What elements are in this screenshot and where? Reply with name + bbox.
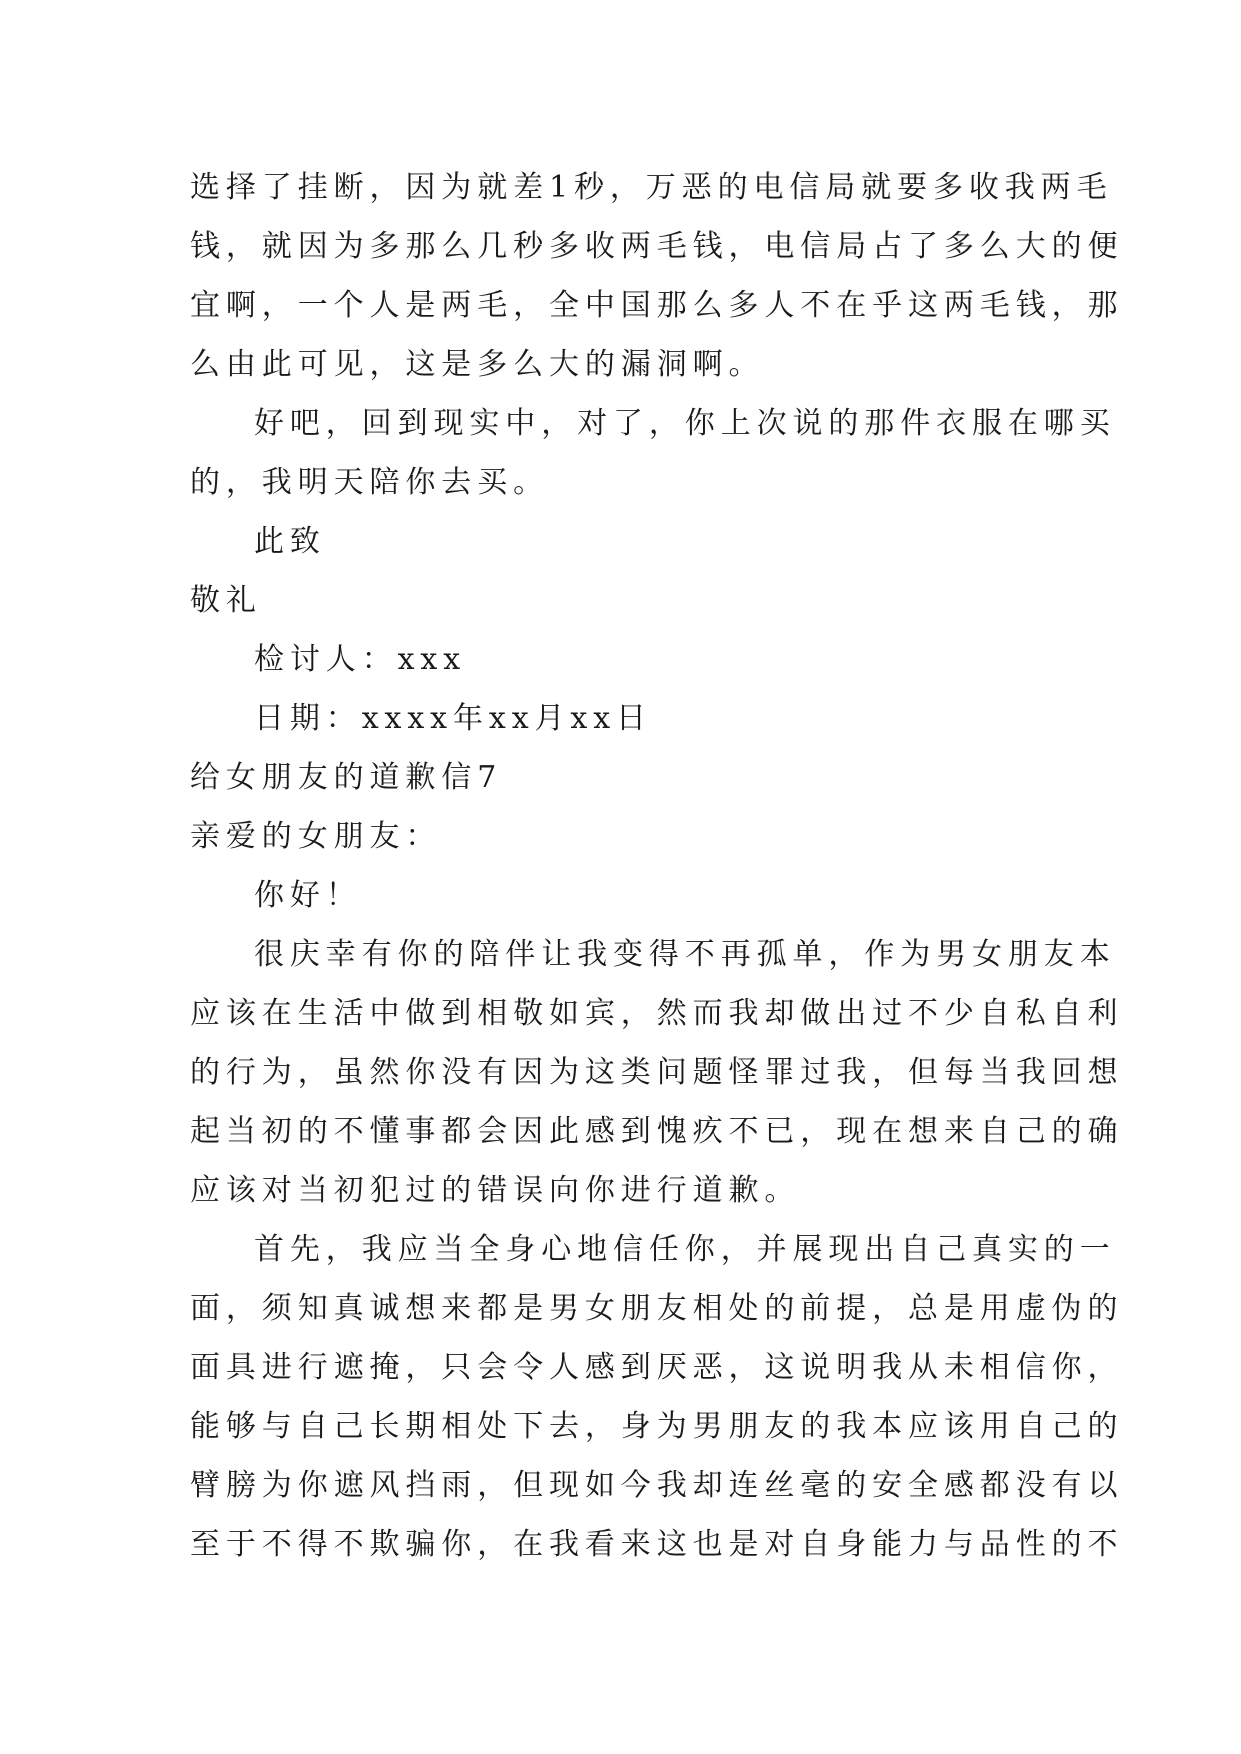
text-line: 检讨人：xxx [254, 642, 467, 677]
text-line: 钱，就因为多那么几秒多收两毛钱，电信局占了多么大的便 [190, 229, 1124, 264]
text-line: 好吧，回到现实中，对了，你上次说的那件衣服在哪买 [254, 406, 1116, 441]
text-line: 宜啊，一个人是两毛，全中国那么多人不在乎这两毛钱，那 [190, 288, 1124, 323]
text-line: 起当初的不懂事都会因此感到愧疚不已，现在想来自己的确 [190, 1114, 1124, 1149]
text-line: 你好！ [254, 878, 362, 913]
text-line: 日期：xxxx年xx月xx日 [254, 701, 652, 736]
text-line: 能够与自己长期相处下去，身为男朋友的我本应该用自己的 [190, 1409, 1124, 1444]
text-line: 选择了挂断，因为就差1秒，万恶的电信局就要多收我两毛 [190, 170, 1113, 205]
text-line: 首先，我应当全身心地信任你，并展现出自己真实的一 [254, 1232, 1116, 1267]
text-line: 此致 [254, 524, 326, 559]
text-line: 面，须知真诚想来都是男女朋友相处的前提，总是用虚伪的 [190, 1291, 1124, 1326]
text-line: 给女朋友的道歉信7 [190, 760, 503, 795]
text-line: 臂膀为你遮风挡雨，但现如今我却连丝毫的安全感都没有以 [190, 1468, 1124, 1503]
text-line: 应该在生活中做到相敬如宾，然而我却做出过不少自私自利 [190, 996, 1124, 1031]
text-line: 面具进行遮掩，只会令人感到厌恶，这说明我从未相信你， [190, 1350, 1124, 1385]
text-line: 很庆幸有你的陪伴让我变得不再孤单，作为男女朋友本 [254, 937, 1116, 972]
document-body [190, 158, 1124, 1574]
text-line: 应该对当初犯过的错误向你进行道歉。 [190, 1173, 801, 1208]
text-line: 至于不得不欺骗你，在我看来这也是对自身能力与品性的不 [190, 1527, 1124, 1562]
text-line: 亲爱的女朋友： [190, 819, 442, 854]
text-line: 的，我明天陪你去买。 [190, 465, 549, 500]
text-line: 敬礼 [190, 583, 262, 618]
text-line: 么由此可见，这是多么大的漏洞啊。 [190, 347, 765, 382]
text-line: 的行为，虽然你没有因为这类问题怪罪过我，但每当我回想 [190, 1055, 1124, 1090]
